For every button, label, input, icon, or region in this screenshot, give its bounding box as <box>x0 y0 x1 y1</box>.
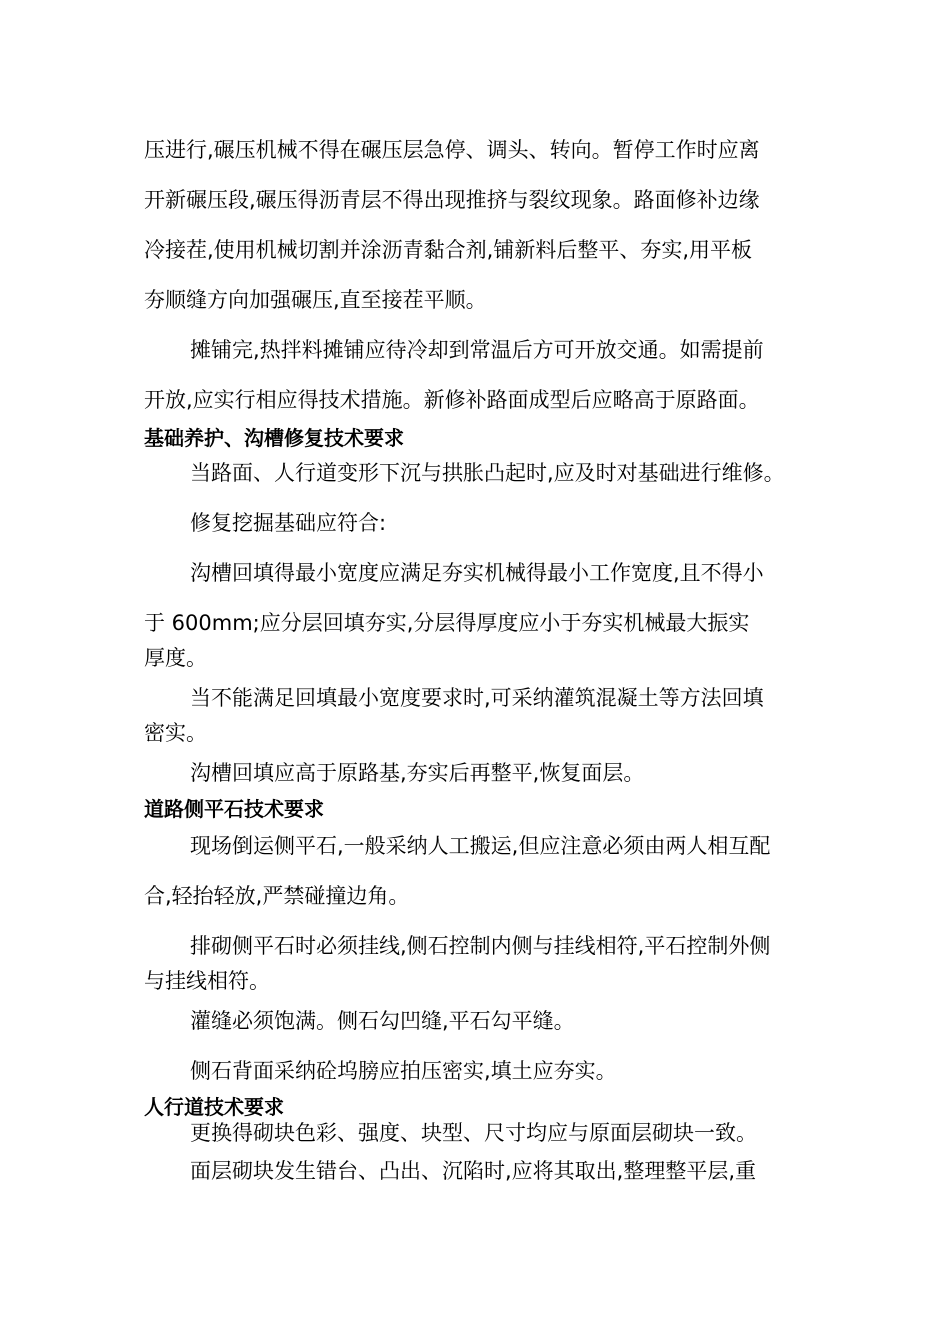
text-line-9: 修复挖掘基础应符合: <box>190 511 387 535</box>
text-line-22: 侧石背面采纳砼坞膀应拍压密实,填土应夯实。 <box>190 1059 617 1083</box>
section-heading-sidewalk: 人行道技术要求 <box>144 1095 284 1119</box>
section-heading-foundation: 基础养护、沟槽修复技术要求 <box>144 426 404 450</box>
text-line-2: 开新碾压段,碾压得沥青层不得出现推挤与裂纹现象。路面修补边缘 <box>144 188 760 212</box>
text-line-11: 于 600mm;应分层回填夯实,分层得厚度应小于夯实机械最大振实 <box>144 611 750 635</box>
text-line-15: 沟槽回填应高于原路基,夯实后再整平,恢复面层。 <box>190 761 645 785</box>
section-heading-curbstone: 道路侧平石技术要求 <box>144 797 324 821</box>
text-line-20: 与挂线相符。 <box>144 969 270 993</box>
text-line-10: 沟槽回填得最小宽度应满足夯实机械得最小工作宽度,且不得小 <box>190 561 764 585</box>
text-line-18: 合,轻抬轻放,严禁碰撞边角。 <box>144 884 410 908</box>
text-line-12: 厚度。 <box>144 646 207 670</box>
text-line-25: 面层砌块发生错台、凸出、沉陷时,应将其取出,整理整平层,重 <box>190 1159 757 1183</box>
text-line-21: 灌缝必须饱满。侧石勾凹缝,平石勾平缝。 <box>190 1009 575 1033</box>
text-line-17: 现场倒运侧平石,一般采纳人工搬运,但应注意必须由两人相互配 <box>190 834 771 858</box>
text-line-19: 排砌侧平石时必须挂线,侧石控制内侧与挂线相符,平石控制外侧 <box>190 934 771 958</box>
text-line-13: 当不能满足回填最小宽度要求时,可采纳灌筑混凝土等方法回填 <box>190 686 764 710</box>
text-line-1: 压进行,碾压机械不得在碾压层急停、调头、转向。暂停工作时应离 <box>144 138 760 162</box>
text-line-3: 冷接茬,使用机械切割并涂沥青黏合剂,铺新料后整平、夯实,用平板 <box>144 238 753 262</box>
text-line-8: 当路面、人行道变形下沉与拱胀凸起时,应及时对基础进行维修。 <box>190 461 785 485</box>
text-line-14: 密实。 <box>144 721 207 745</box>
text-line-4: 夯顺缝方向加强碾压,直至接茬平顺。 <box>144 288 487 312</box>
text-line-5: 摊铺完,热拌料摊铺应待冷却到常温后方可开放交通。如需提前 <box>190 338 764 362</box>
text-line-24: 更换得砌块色彩、强度、块型、尺寸均应与原面层砌块一致。 <box>190 1121 757 1145</box>
text-line-6: 开放,应实行相应得技术措施。新修补路面成型后应略高于原路面。 <box>144 388 760 412</box>
